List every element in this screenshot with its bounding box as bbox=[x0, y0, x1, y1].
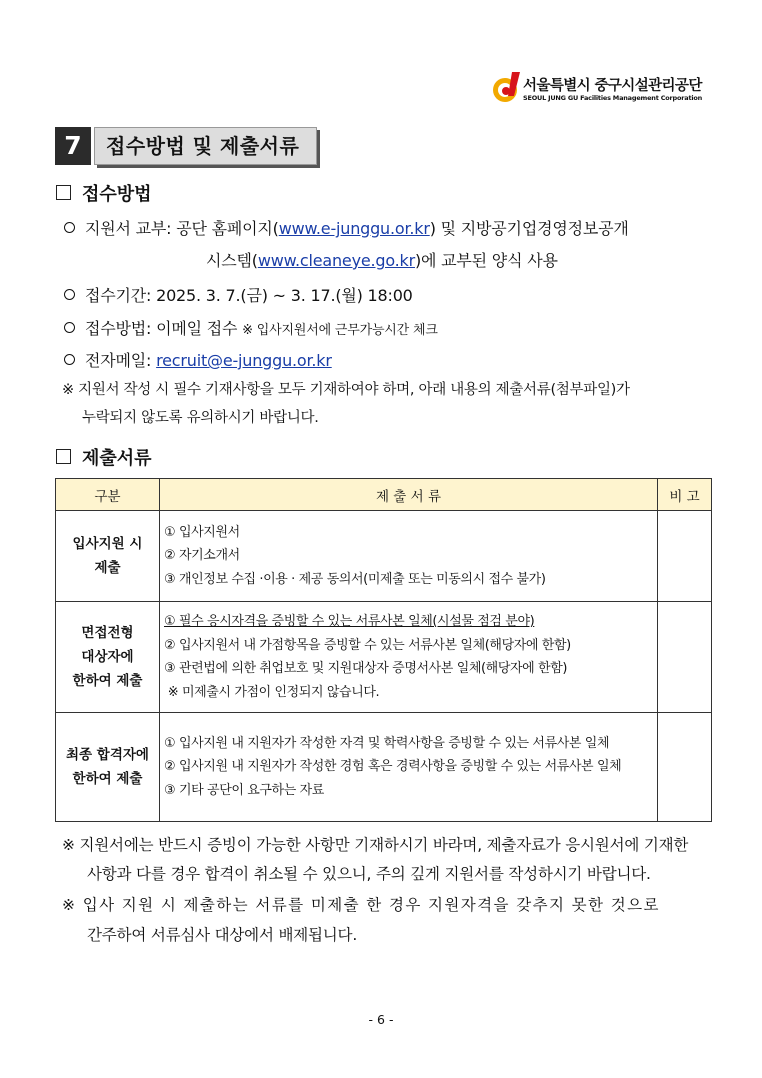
footer-note-1: ※ 지원서에는 반드시 증빙이 가능한 사항만 기재하시기 바라며, 제출자료가 응시원서에 기재한 bbox=[62, 836, 689, 854]
checkbox-square-icon bbox=[56, 449, 71, 464]
list-item: ③ 기타 공단이 요구하는 자료 bbox=[164, 782, 324, 798]
row-items bbox=[160, 511, 658, 602]
cleaneye-link[interactable]: www.cleaneye.go.kr bbox=[257, 251, 415, 270]
logo-mark-icon bbox=[490, 70, 524, 104]
footer-note-1-cont: 사항과 다를 경우 합격이 취소될 수 있으니, 주의 깊게 지원서를 작성하시기 바랍니다. bbox=[87, 865, 651, 883]
bullet-circle-icon bbox=[64, 289, 75, 300]
list-item: ② 입사지원 내 지원자가 작성한 경험 혹은 경력사항을 증빙할 수 있는 서류사본 일체 bbox=[164, 759, 622, 775]
footer-note-2: ※ 입사 지원 시 제출하는 서류를 미제출 한 경우 지원자격을 갖추지 못한 것으로 bbox=[62, 896, 660, 914]
checkbox-square-icon bbox=[56, 185, 71, 200]
list-item: ① 필수 응시자격을 증빙할 수 있는 서류사본 일체(시설물 점검 분야) bbox=[164, 614, 535, 629]
method-line-email: 전자메일: recruit@e-junggu.or.kr bbox=[64, 348, 332, 371]
row-category: 면접전형 대상자에 한하여 제출 bbox=[56, 602, 160, 713]
section-title-box bbox=[94, 127, 317, 165]
section-title: 접수방법 및 제출서류 bbox=[106, 134, 300, 158]
method-notice-1: ※ 지원서 작성 시 필수 기재사항을 모두 기재하여야 하며, 아래 내용의 제출서류(첨부파일)가 bbox=[62, 382, 630, 398]
documents-table bbox=[55, 478, 712, 822]
documents-heading: 제출서류 bbox=[82, 448, 152, 469]
footer-note-2-cont: 간주하여 서류심사 대상에서 배제됩니다. bbox=[87, 926, 358, 944]
column-header-documents: 제 출 서 류 bbox=[160, 479, 658, 511]
table-row bbox=[56, 713, 712, 822]
logo-name-korean: 서울특별시 중구시설관리공단 bbox=[523, 78, 702, 94]
row-remark bbox=[658, 602, 712, 713]
logo-name-english: SEOUL JUNG GU Facilities Management Corporation bbox=[523, 94, 703, 102]
row-remark bbox=[658, 511, 712, 602]
row-category: 최종 합격자에 한하여 제출 bbox=[56, 713, 160, 822]
list-item: ③ 관련법에 의한 취업보호 및 지원대상자 증명서사본 일체(해당자에 한함) bbox=[164, 661, 568, 676]
method-notice-2: 누락되지 않도록 유의하시기 바랍니다. bbox=[82, 410, 319, 426]
organization-logo bbox=[490, 70, 722, 110]
list-item: ① 입사지원 내 지원자가 작성한 자격 및 학력사항을 증빙할 수 있는 서류사본 일체 bbox=[164, 735, 610, 751]
column-header-remark: 비 고 bbox=[658, 479, 712, 511]
row-items bbox=[160, 713, 658, 822]
section-number: 7 bbox=[55, 127, 91, 165]
list-item: ③ 개인정보 수집 ·이용 · 제공 동의서(미제출 또는 미동의시 접수 불가) bbox=[164, 571, 546, 587]
list-item: ② 입사지원서 내 가점항목을 증빙할 수 있는 서류사본 일체(해당자에 한함) bbox=[164, 637, 571, 653]
row-items bbox=[160, 602, 658, 713]
method-heading: 접수방법 bbox=[82, 184, 152, 205]
row-remark bbox=[658, 713, 712, 822]
method-line-1: 지원서 교부: 공단 홈페이지(www.e-junggu.or.kr) 및 지방공기업경영정보공개 bbox=[64, 216, 629, 239]
bullet-circle-icon bbox=[64, 354, 75, 365]
bullet-circle-icon bbox=[64, 322, 75, 333]
column-header-category: 구분 bbox=[56, 479, 160, 511]
page-number: - 6 - bbox=[368, 1012, 394, 1027]
table-row bbox=[56, 511, 712, 602]
method-line-way: 접수방법: 이메일 접수 ※ 입사지원서에 근무가능시간 체크 bbox=[64, 316, 438, 339]
email-link[interactable]: recruit@e-junggu.or.kr bbox=[156, 351, 332, 370]
table-header-row bbox=[56, 479, 712, 511]
method-line-1-cont: 시스템(www.cleaneye.go.kr)에 교부된 양식 사용 bbox=[206, 251, 558, 270]
list-item: ① 입사지원서 bbox=[164, 524, 240, 540]
list-item: ※ 미제출시 가점이 인정되지 않습니다. bbox=[164, 684, 380, 700]
row-category: 입사지원 시 제출 bbox=[56, 511, 160, 602]
table-row bbox=[56, 602, 712, 713]
bullet-circle-icon bbox=[64, 222, 75, 233]
list-item: ② 자기소개서 bbox=[164, 548, 240, 564]
method-line-period: 접수기간: 2025. 3. 7.(금) ~ 3. 17.(월) 18:00 bbox=[64, 283, 413, 306]
homepage-link[interactable]: www.e-junggu.or.kr bbox=[278, 219, 430, 238]
